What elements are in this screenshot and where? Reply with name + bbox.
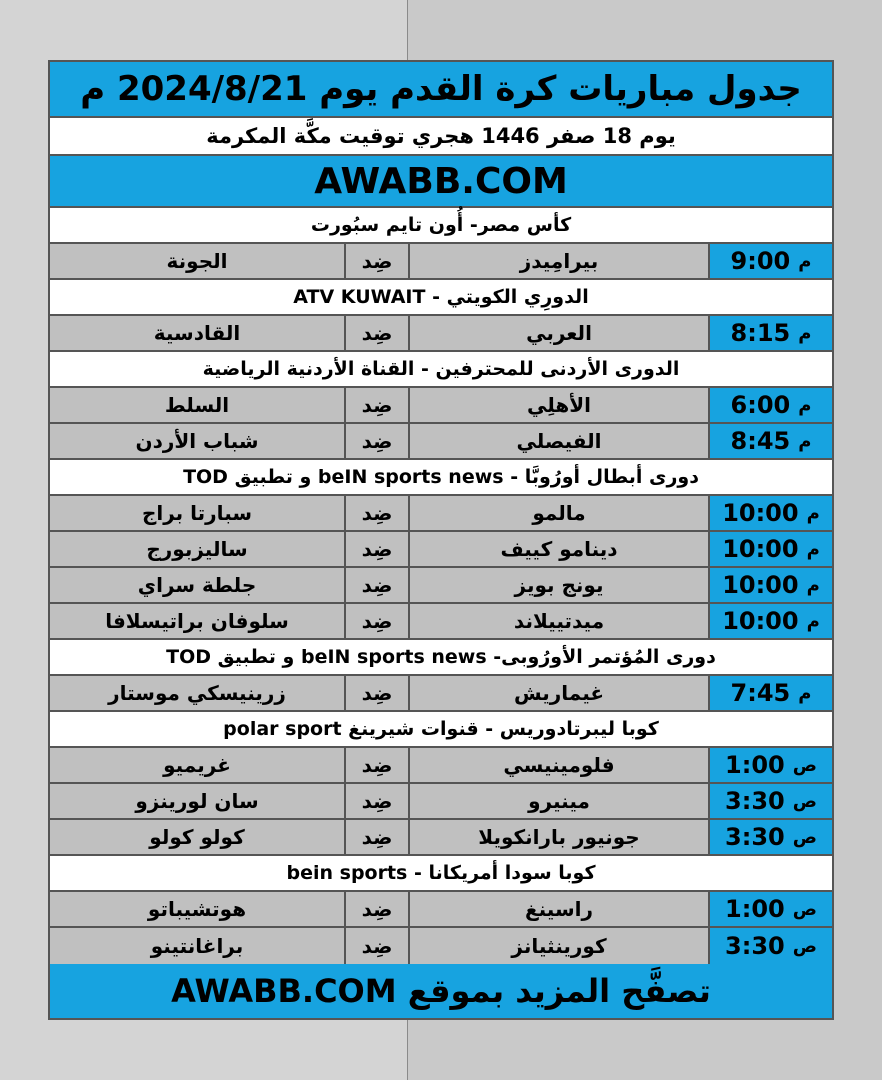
competition-name: كوبا ليبرتادوريس - قنوات شيرينغ polar sport [223, 718, 659, 740]
match-time-value: 3:30 [725, 932, 785, 960]
match-time-value: 10:00 [722, 499, 799, 527]
match-time [708, 532, 832, 566]
site-banner [50, 156, 832, 208]
match-row [50, 244, 832, 280]
competition-header [50, 352, 832, 388]
match-time-value: 8:45 [730, 427, 791, 455]
away-team: زرينيسكي موستار [50, 676, 344, 710]
competition-name: كأس مصر- أُون تايم سبُورت [310, 214, 572, 236]
match-time [708, 424, 832, 458]
match-time-value: 10:00 [722, 535, 799, 563]
versus-label: ضِد [344, 316, 408, 350]
match-time [708, 892, 832, 926]
match-time-value: 9:00 [730, 247, 791, 275]
match-ampm: ص [792, 790, 817, 812]
competition-name: دورى أبطال أورُوبَّا - beIN sports news و تطبيق TOD [183, 466, 699, 488]
match-ampm: م [798, 430, 812, 452]
versus-label: ضِد [344, 496, 408, 530]
home-team: جونيور بارانكويلا [408, 820, 708, 854]
home-team: الأهلِي [408, 388, 708, 422]
away-team: السلط [50, 388, 344, 422]
match-row [50, 568, 832, 604]
away-team: براغانتينو [50, 928, 344, 964]
footer-text: تصفَّح المزيد بموقع AWABB.COM [171, 972, 711, 1010]
away-team: سان لورينزو [50, 784, 344, 818]
home-team: غيماريش [408, 676, 708, 710]
match-time [708, 244, 832, 278]
match-ampm: ص [792, 826, 817, 848]
match-row [50, 928, 832, 964]
site-name: AWABB.COM [314, 160, 568, 202]
away-team: هوتشيباتو [50, 892, 344, 926]
home-team: بيرامِيدز [408, 244, 708, 278]
versus-label: ضِد [344, 820, 408, 854]
home-team: فلومينيسي [408, 748, 708, 782]
match-row [50, 748, 832, 784]
match-time [708, 748, 832, 782]
match-time-value: 7:45 [730, 679, 791, 707]
match-row [50, 820, 832, 856]
match-time-value: 1:00 [725, 895, 785, 923]
match-ampm: م [798, 250, 812, 272]
versus-label: ضِد [344, 892, 408, 926]
versus-label: ضِد [344, 388, 408, 422]
schedule-title [50, 62, 832, 118]
match-time-value: 1:00 [725, 751, 785, 779]
match-row [50, 424, 832, 460]
match-row [50, 388, 832, 424]
match-row [50, 604, 832, 640]
versus-label: ضِد [344, 676, 408, 710]
hijri-date [50, 118, 832, 156]
away-team: كولو كولو [50, 820, 344, 854]
home-team: دينامو كييف [408, 532, 708, 566]
away-team: ساليزبورج [50, 532, 344, 566]
match-time-value: 3:30 [725, 787, 785, 815]
home-team: ميدتييلاند [408, 604, 708, 638]
home-team: مينيرو [408, 784, 708, 818]
home-team: الفيصلي [408, 424, 708, 458]
match-row [50, 496, 832, 532]
competition-name: دورى المُؤتمر الأورُوبى- beIN sports news و تطبيق TOD [166, 646, 716, 668]
match-ampm: ص [792, 935, 817, 957]
versus-label: ضِد [344, 424, 408, 458]
match-time [708, 820, 832, 854]
match-ampm: م [806, 574, 820, 596]
match-ampm: م [806, 502, 820, 524]
competition-name: كوبا سودا أمريكانا - bein sports [286, 862, 596, 884]
competition-header [50, 712, 832, 748]
match-time [708, 388, 832, 422]
match-ampm: م [798, 322, 812, 344]
match-time-value: 10:00 [722, 571, 799, 599]
home-team: العربي [408, 316, 708, 350]
away-team: سبارتا براج [50, 496, 344, 530]
away-team: القادسية [50, 316, 344, 350]
match-time [708, 568, 832, 602]
match-row [50, 892, 832, 928]
match-ampm: م [806, 610, 820, 632]
versus-label: ضِد [344, 244, 408, 278]
away-team: غريميو [50, 748, 344, 782]
competition-name: الدورِي الكويتي - ATV KUWAIT [293, 286, 589, 308]
versus-label: ضِد [344, 784, 408, 818]
away-team: شباب الأردن [50, 424, 344, 458]
match-time-value: 6:00 [730, 391, 791, 419]
match-row [50, 316, 832, 352]
match-time [708, 316, 832, 350]
match-time-value: 8:15 [730, 319, 791, 347]
match-groups [50, 208, 832, 964]
match-row [50, 676, 832, 712]
hijri-date-text: يوم 18 صفر 1446 هجري توقيت مكَّة المكرمة [206, 124, 676, 148]
footer-banner [50, 964, 832, 1018]
versus-label: ضِد [344, 532, 408, 566]
competition-header [50, 208, 832, 244]
match-ampm: م [798, 682, 812, 704]
match-time-value: 10:00 [722, 607, 799, 635]
match-time [708, 496, 832, 530]
match-time [708, 604, 832, 638]
competition-header [50, 640, 832, 676]
home-team: راسينغ [408, 892, 708, 926]
schedule-title-text: جدول مباريات كرة القدم يوم 2024/8/21 م [80, 69, 802, 109]
match-ampm: م [806, 538, 820, 560]
competition-header [50, 460, 832, 496]
home-team: مالمو [408, 496, 708, 530]
match-ampm: ص [792, 898, 817, 920]
versus-label: ضِد [344, 568, 408, 602]
versus-label: ضِد [344, 928, 408, 964]
away-team: الجونة [50, 244, 344, 278]
match-time-value: 3:30 [725, 823, 785, 851]
versus-label: ضِد [344, 748, 408, 782]
competition-header [50, 280, 832, 316]
match-row [50, 532, 832, 568]
competition-header [50, 856, 832, 892]
home-team: كورينثيانز [408, 928, 708, 964]
match-time [708, 784, 832, 818]
match-ampm: م [798, 394, 812, 416]
match-time [708, 928, 832, 964]
match-schedule-table [48, 60, 834, 1020]
match-row [50, 784, 832, 820]
versus-label: ضِد [344, 604, 408, 638]
home-team: يونج بويز [408, 568, 708, 602]
match-time [708, 676, 832, 710]
away-team: جلطة سراي [50, 568, 344, 602]
competition-name: الدورى الأردنى للمحترفين - القناة الأردنية الرياضية [202, 358, 680, 380]
away-team: سلوفان براتيسلافا [50, 604, 344, 638]
match-ampm: ص [792, 754, 817, 776]
